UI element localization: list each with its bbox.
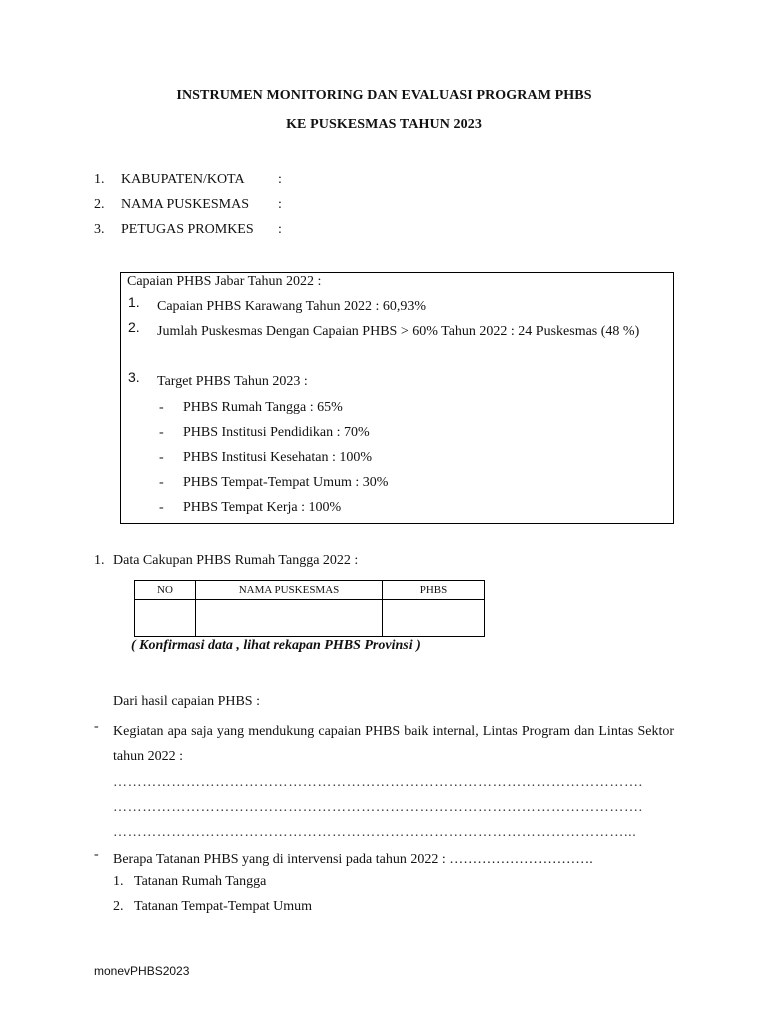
column-header-name: NAMA PUSKESMAS [196, 581, 383, 600]
section-title: Data Cakupan PHBS Rumah Tangga 2022 : [113, 553, 359, 568]
target-item [159, 400, 343, 416]
target-dash: - [159, 425, 164, 440]
box-item-text: Target PHBS Tahun 2023 : [157, 374, 308, 389]
identity-row [94, 222, 288, 247]
target-item [159, 475, 388, 491]
table-row [135, 600, 485, 637]
tatanan-item [113, 874, 266, 890]
question-dash: - [94, 847, 99, 862]
target-text: PHBS Institusi Kesehatan : 100% [183, 450, 372, 465]
target-dash: - [159, 475, 164, 490]
target-item [159, 425, 370, 441]
coverage-table [134, 580, 485, 637]
identity-label: NAMA PUSKESMAS [121, 197, 249, 212]
tatanan-text: Tatanan Tempat-Tempat Umum [134, 899, 312, 914]
page-footer: monevPHBS2023 [94, 964, 190, 978]
target-text: PHBS Rumah Tangga : 65% [183, 400, 343, 415]
identity-colon: : [278, 197, 282, 212]
table-cell [196, 600, 383, 637]
box-item-number: 1. [128, 294, 140, 310]
tatanan-text: Tatanan Rumah Tangga [134, 874, 267, 889]
question-item [94, 847, 674, 872]
answer-line: ………………………………………………………………………………………………. [113, 775, 643, 790]
identity-colon: : [278, 172, 282, 187]
identity-number: 1. [94, 172, 105, 187]
target-text: PHBS Tempat-Tempat Umum : 30% [183, 475, 389, 490]
table-header-row [135, 581, 485, 600]
tatanan-number: 1. [113, 874, 124, 889]
target-item [159, 450, 372, 466]
identity-label: PETUGAS PROMKES [121, 222, 254, 237]
box-item-number: 2. [128, 319, 140, 335]
column-header-phbs: PHBS [383, 581, 485, 600]
question-text: Berapa Tatanan PHBS yang di intervensi pada tahun 2022 : …………………………. [113, 852, 593, 867]
answer-line: ……………………………………………………………………………………………... [113, 825, 637, 840]
achievement-box [120, 272, 674, 524]
document-title: INSTRUMEN MONITORING DAN EVALUASI PROGRAM PHBS [176, 88, 592, 103]
box-item-text: Jumlah Puskesmas Dengan Capaian PHBS > 60% Tahun 2022 : 24 Puskesmas (48 %) [157, 324, 640, 339]
box-heading: Capaian PHBS Jabar Tahun 2022 : [127, 274, 322, 289]
column-header-no: NO [135, 581, 196, 600]
identity-label: KABUPATEN/KOTA [121, 172, 245, 187]
identity-row [94, 197, 288, 222]
target-dash: - [159, 450, 164, 465]
target-text: PHBS Tempat Kerja : 100% [183, 500, 342, 515]
identity-list [94, 172, 288, 247]
question-dash: - [94, 719, 99, 734]
box-item-number: 3. [128, 369, 140, 385]
answer-line: ………………………………………………………………………………………………. [113, 800, 643, 815]
target-item [159, 500, 341, 516]
tatanan-number: 2. [113, 899, 124, 914]
question-text: Kegiatan apa saja yang mendukung capaian PHBS baik internal, Lintas Program dan Lintas Sektor tahun 2022 : [113, 724, 674, 764]
box-item [128, 369, 662, 394]
box-item-text: Capaian PHBS Karawang Tahun 2022 : 60,93% [157, 299, 427, 314]
question-item [94, 719, 674, 769]
confirm-note: ( Konfirmasi data , lihat rekapan PHBS Provinsi ) [131, 638, 421, 653]
identity-number: 2. [94, 197, 105, 212]
identity-row [94, 172, 288, 197]
tatanan-item [113, 899, 312, 915]
target-text: PHBS Institusi Pendidikan : 70% [183, 425, 370, 440]
target-dash: - [159, 500, 164, 515]
section-heading [94, 553, 358, 569]
box-item [128, 294, 662, 319]
table-cell [135, 600, 196, 637]
box-item [128, 319, 662, 344]
results-intro: Dari hasil capaian PHBS : [113, 694, 260, 709]
target-dash: - [159, 400, 164, 415]
identity-number: 3. [94, 222, 105, 237]
section-number: 1. [94, 553, 105, 568]
document-subtitle: KE PUSKESMAS TAHUN 2023 [286, 117, 482, 132]
table-cell [383, 600, 485, 637]
identity-colon: : [278, 222, 282, 237]
